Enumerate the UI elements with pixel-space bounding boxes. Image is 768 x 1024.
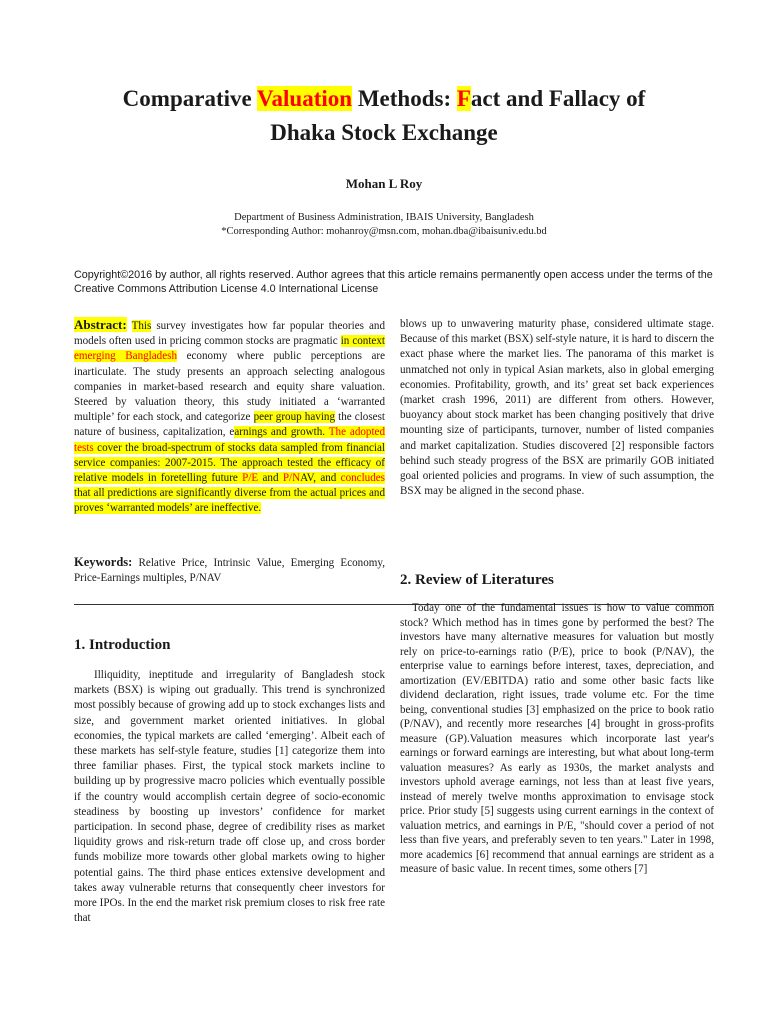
review-body [400, 601, 714, 877]
abstract-highlight: peer group having [253, 411, 335, 424]
title-highlight-valuation [257, 86, 352, 111]
title-text: act and Fallacy of [470, 86, 646, 111]
introduction-continued [400, 317, 714, 499]
abstract-highlight: AV, and [300, 472, 341, 485]
introduction-paragraph: Illiquidity, ineptitude and irregularity of Bangladesh stock markets (BSX) is wiping out gradually. This trend is synchronized most possibly because of growing add up to stock exchanges lists and size, and government market oriented initiatives. In global economies, the typical markets are called ‘emerging’. Albeit each of these markets has self-style feature, studies [1] categorize them into three familiar phases. First, the typical stock markets incline to building up by progressive macro policies which eventually possible if the country would accomplish certain degree of socio-economic steadiness by boosting up investors’ confidence for market participation. In second phase, degree of credibility rises as market liquidity grows and risk-return trade off close up, and cross border funds mobilize more towards other global markets owing to higher potential gains. The third phase entices extensive development and takes away vulnerable returns that consequently cheer investors for more IPOs. In the end the market risk premium closes to risk free rate that [74, 669, 385, 925]
keywords-heading: Keywords: [74, 555, 133, 569]
keywords-list: Relative Price, Intrinsic Value, Emerging Economy, Price-Earnings multiples, P/NAV [74, 557, 385, 585]
abstract-highlight: that all predictions are significantly diverse from the actual prices and proves ‘warranted models’ are ineffective. [74, 487, 385, 515]
abstract-highlight-red: P/E [242, 472, 259, 485]
abstract-heading: Abstract: [74, 317, 127, 332]
review-heading: 2. Review of Literatures [400, 572, 554, 588]
paper-title [60, 82, 708, 150]
abstract [74, 317, 385, 517]
introduction-body [74, 668, 385, 926]
title-text: Methods: [352, 86, 457, 111]
affiliation [0, 211, 768, 239]
affiliation-department: Department of Business Administration, IBAIS University, Bangladesh [234, 212, 534, 223]
abstract-highlight: cover the broad-spectrum of stocks data sampled from financial service companies: 2007-2015. The approach tested the efficacy of relative models in foretelling future [74, 441, 385, 485]
abstract-highlight: arnings and growth. [234, 426, 329, 439]
author-name: Mohan L Roy [345, 176, 423, 191]
corresponding-author: *Corresponding Author: mohanroy@msn.com, mohan.dba@ibaisuniv.edu.bd [221, 226, 547, 237]
abstract-text: economy where public perceptions are inarticulate. The study presents an approach selecting analogous companies in market-based research and equity share valuation. Steered by valuation theory, this study initiated a ‘warranted multiple’ for each stock, and categorize [74, 350, 385, 424]
abstract-highlight: in context [340, 335, 385, 348]
title-red-word: Valuation [257, 86, 353, 111]
introduction-paragraph-continued: blows up to unwavering maturity phase, considered ultimate stage. Because of this market (BSX) self-style nature, it is hard to discern the exact phase where the market lies. The panorama of this market is unmatched not only in typical Asian markets, also in global emerging economies. Profitability, growth, and its’ great set back experiences (market crash 1996, 2011) are different from others. However, buoyancy about stock market has been changing positively that drive mounting size of participants, turnover, number of listed companies and market capitalization. Studies discovered [2] responsible factors behind such steady progress of the BSX are primarily GOB initiated goal oriented policies and programs. In view of such assumption, the BSX may be aligned in the second phase. [400, 318, 714, 498]
title-highlight-f: F [456, 86, 471, 111]
introduction-heading: 1. Introduction [74, 637, 171, 653]
keywords [74, 555, 385, 586]
copyright-notice: Copyright©2016 by author, all rights reserved. Author agrees that this article remains permanently open access under the terms of the Creative Commons Attribution License 4.0 International License [74, 269, 713, 295]
abstract-text: survey investigates how far popular theories and models often used in pricing common stocks are pragmatic [74, 320, 385, 348]
abstract-text: the closest nature of business, capitalization, e [74, 411, 385, 439]
abstract-highlight-red: The adopted tests [74, 426, 386, 454]
abstract-highlight-red: P/N [282, 472, 301, 485]
title-text: Comparative [122, 86, 258, 111]
review-paragraph: Today one of the fundamental issues is how to value common stock? Which method has in times gone by performed the best? The investors have many alternative measures for valuation but mostly rely on price-to-earnings ratio (P/E), price to book (P/NAV), the enterprise value to earnings before interest, taxes, depreciation, and amortization (EV/EBITDA) ratio and some other basic facts like dividend declaration, right issues, trade volume etc. For the time being, conventional studies [3] emphasized on the price to book ratio (P/NAV), and recently more researches [4] brought in gross-profits measure (GP).Valuation measures which incorporate last year's earnings or forward earnings are interesting, but what about long-term valuation measures? As early as 1930s, the market analysts and investors uphold average earnings, not less than at least five years, instead of merely twelve months approximation to envisage stock price. Prior study [5] suggests using current earnings in the context of valuation metrics, and earnings in P/E, "should cover a period of not less than five years, and preferably seven to ten years." Later in 1998, more academics [6] recommend that annual earnings are strident as a measure of basic value. In recent times, some others [7] [400, 602, 714, 875]
title-line-2: Dhaka Stock Exchange [270, 120, 498, 145]
abstract-highlight-red: concludes [340, 472, 385, 485]
abstract-highlight: This [131, 320, 152, 332]
abstract-highlight-red: emerging Bangladesh [74, 350, 178, 363]
abstract-highlight: and [258, 472, 283, 485]
